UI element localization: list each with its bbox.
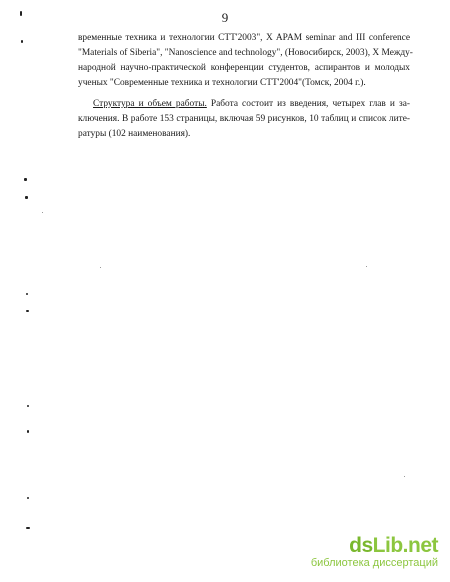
scan-mark <box>26 293 28 295</box>
watermark-logo: dsLib.net <box>349 534 438 557</box>
scan-speck <box>404 476 405 477</box>
page-number: 9 <box>221 10 229 25</box>
text-line: "Materials of Siberia", "Nanoscience and technology", (Новосибирск, 2003), X Между- <box>78 48 413 58</box>
scan-speck <box>100 267 101 268</box>
scan-speck <box>42 212 43 213</box>
scan-mark <box>21 40 23 43</box>
watermark-subtitle: библиотека диссертаций <box>310 557 438 569</box>
scan-mark <box>24 178 27 181</box>
text-line: ученых "Современные техника и технологии СТТ'2004"(Томск, 2004 г.). <box>78 78 366 88</box>
text-line: народной научно-практической конференции студентов, аспирантов и молодых <box>78 63 410 73</box>
text-span: Работа состоит из введения, четырех глав и за- <box>206 99 410 109</box>
scan-mark <box>27 497 29 499</box>
text-line: ключения. В работе 153 страницы, включая 59 рисунков, 10 таблиц и список лите- <box>78 114 410 124</box>
scan-speck <box>366 266 367 267</box>
scan-mark <box>27 430 29 433</box>
text-line <box>93 98 410 111</box>
scan-mark <box>20 11 22 16</box>
text-line: временные техника и технологии СТТ'2003", X APAM seminar and III conference <box>78 33 410 43</box>
scan-mark <box>26 310 29 312</box>
text-line: ратуры (102 наименования). <box>78 129 191 139</box>
scan-mark <box>27 405 29 407</box>
watermark <box>311 535 438 570</box>
scan-mark <box>25 196 28 199</box>
scan-mark <box>26 527 30 529</box>
section-heading: Структура и объем работы. <box>93 99 207 109</box>
